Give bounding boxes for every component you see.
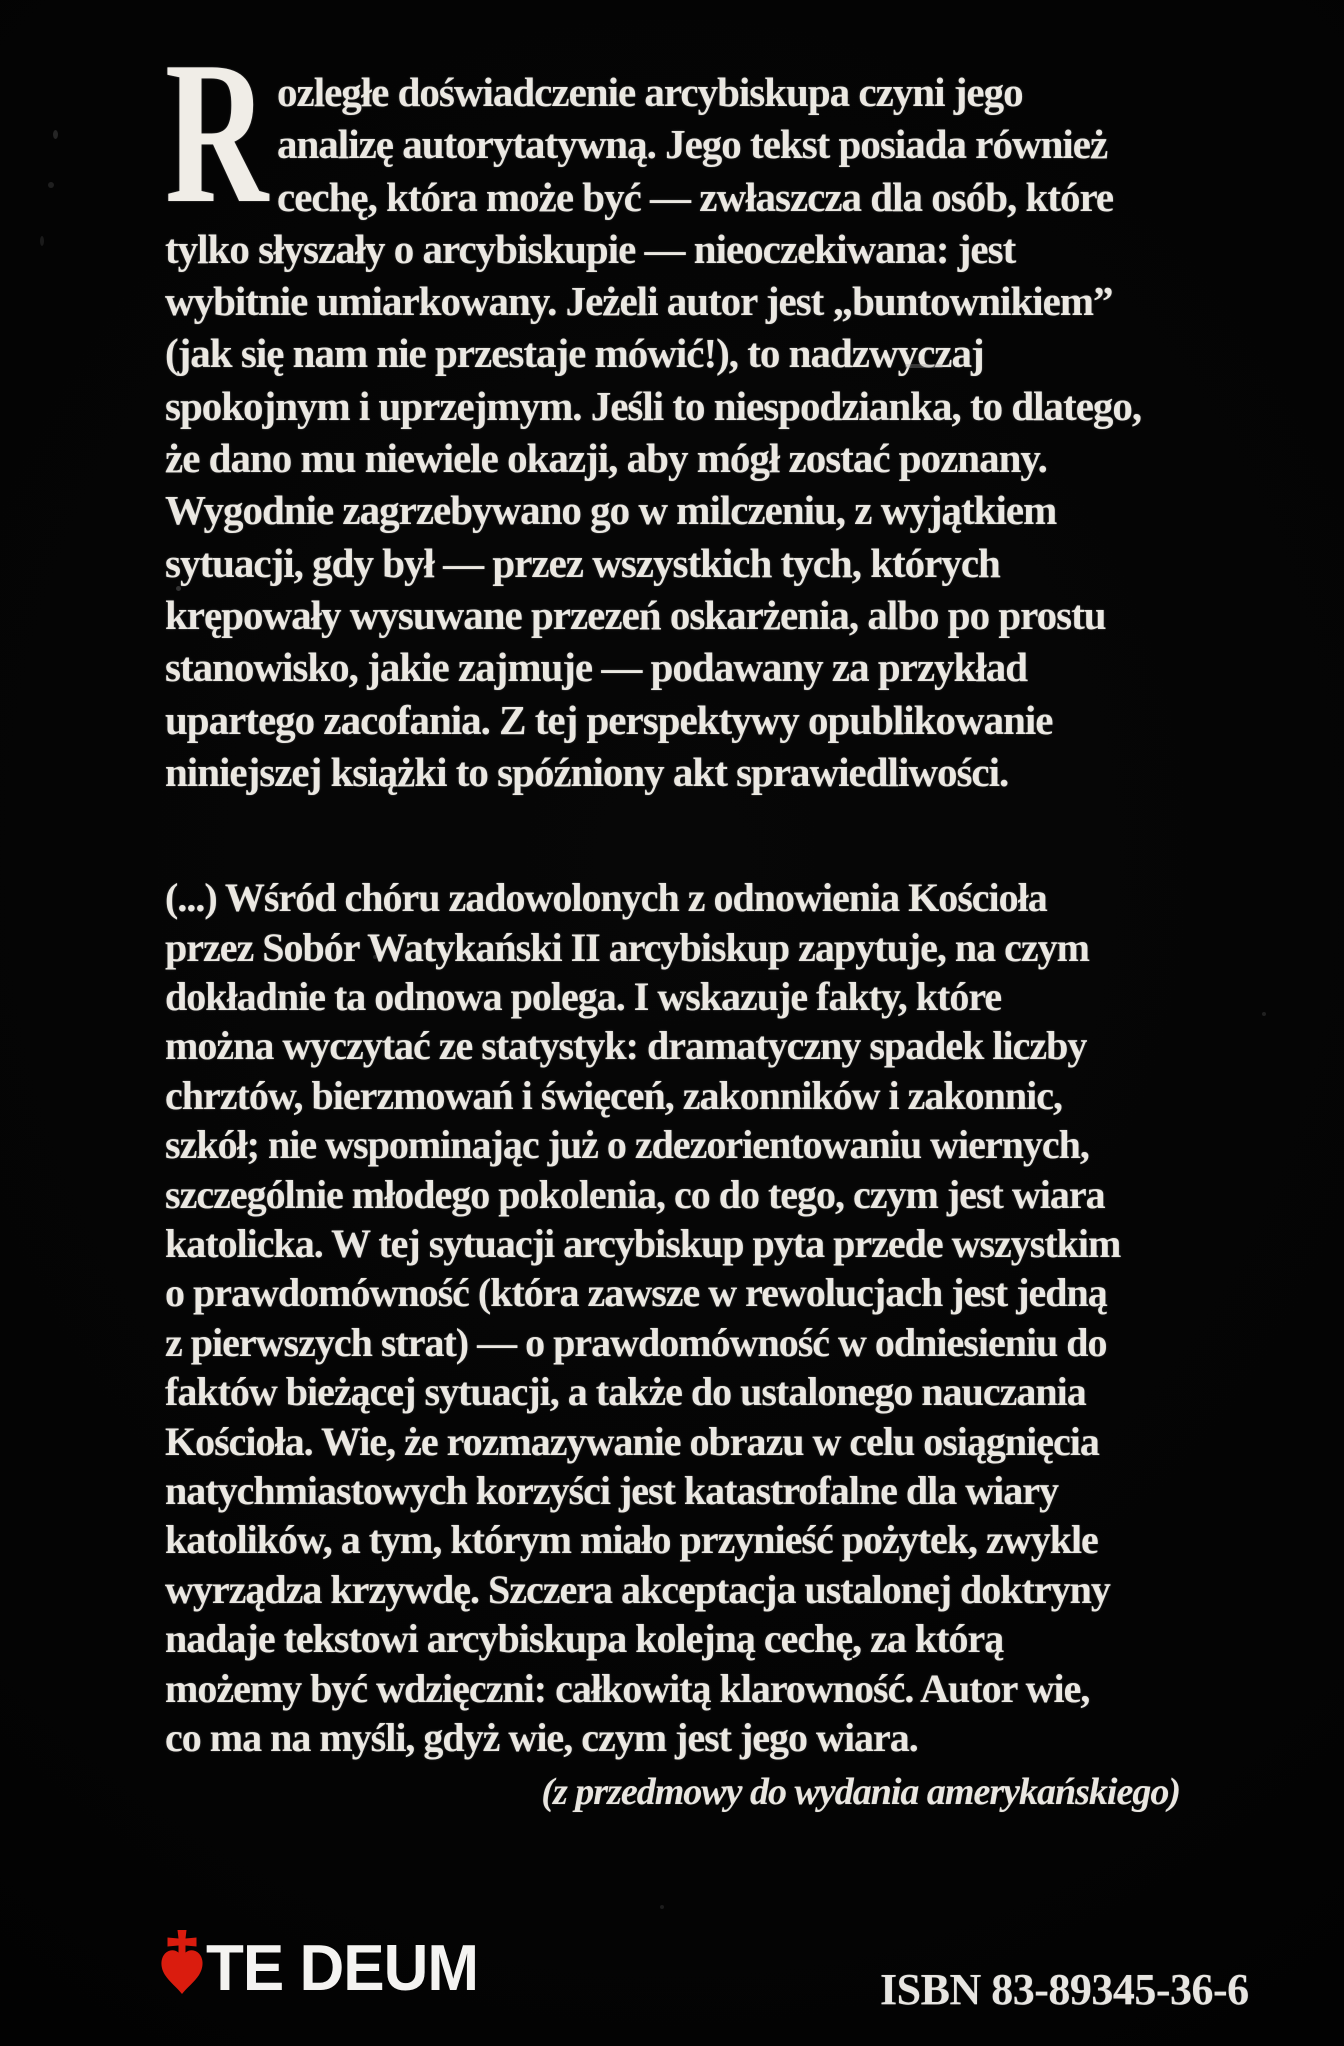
attribution-line: (z przedmowy do wydania amerykańskiego) [541,1771,1180,1813]
dropcap-letter: R [165,20,269,246]
text-line: co ma na myśli, gdyż wie, czym jest jego wiara. [165,1715,918,1761]
text-line: natychmiastowych korzyści jest katastrofalne dla wiary [165,1468,1058,1514]
text-line: można wyczytać ze statystyk: dramatyczny spadek liczby [165,1023,1087,1069]
text-line: wyrządza krzywdę. Szczera akceptacja ustalonej doktryny [165,1566,1110,1612]
text-line: niniejszej książki to spóźniony akt sprawiedliwości. [165,748,1009,795]
sacred-heart-cross-icon [158,1929,206,1995]
scan-speck [373,955,377,959]
text-line: faktów bieżącej sytuacji, a także do ustalonego nauczania [165,1369,1086,1415]
blurb-paragraph-2 [165,873,1175,1762]
text-line: krępowały wysuwane przezeń oskarżenia, albo po prostu [165,591,1106,638]
scan-speck [48,182,54,188]
scan-speck [53,130,58,139]
text-line: analizę autorytatywną. Jego tekst posiada również [277,121,1108,168]
scan-speck [660,1905,664,1909]
scan-speck [905,364,943,368]
text-line: wybitnie umiarkowany. Jeżeli autor jest „buntownikiem” [165,278,1113,325]
text-line: spokojnym i uprzejmym. Jeśli to niespodzianka, to dlatego, [165,382,1142,429]
text-line: Wygodnie zagrzebywano go w milczeniu, z wyjątkiem [165,487,1057,534]
text-line: stanowisko, jakie zajmuje — podawany za przykład [165,644,1028,691]
text-line: możemy być wdzięczni: całkowitą klarowność. Autor wie, [165,1665,1090,1711]
scan-speck [40,236,44,246]
text-line: katolików, a tym, którym miało przynieść pożytek, zwykle [165,1517,1098,1563]
text-line: dokładnie ta odnowa polega. I wskazuje fakty, które [165,973,1002,1019]
blurb-paragraph-1 [165,66,1175,798]
text-line: z pierwszych strat) — o prawdomówność w odniesieniu do [165,1319,1107,1365]
text-line: szczególnie młodego pokolenia, co do tego, czym jest wiara [165,1171,1105,1217]
text-line: sytuacji, gdy był — przez wszystkich tych, których [165,539,1000,586]
text-line: Kościoła. Wie, że rozmazywanie obrazu w celu osiągnięcia [165,1418,1099,1464]
text-line: ozległe doświadczenie arcybiskupa czyni jego [277,69,1023,115]
text-line: tylko słyszały o arcybiskupie — nieoczekiwana: jest [165,225,1016,272]
text-line: przez Sobór Watykański II arcybiskup zapytuje, na czym [165,924,1089,970]
scan-speck [1262,1012,1266,1016]
isbn-number: ISBN 83-89345-36-6 [880,1965,1249,2014]
text-line: cechę, która może być — zwłaszcza dla osób, które [277,173,1114,220]
text-line: (jak się nam nie przestaje mówić!), to nadzwyczaj [165,330,984,377]
text-line: że dano mu niewiele okazji, aby mógł zostać poznany. [165,435,1047,482]
scan-speck [176,586,181,591]
publisher-name: TE DEUM [206,1932,478,2005]
text-line: szkół; nie wspominając już o zdezorientowaniu wiernych, [165,1122,1089,1168]
text-line: o prawdomówność (która zawsze w rewolucjach jest jedną [165,1270,1107,1316]
text-line: (...) Wśród chóru zadowolonych z odnowienia Kościoła [165,875,1047,921]
text-line: chrztów, bierzmowań i święceń, zakonników i zakonnic, [165,1072,1062,1118]
text-line: nadaje tekstowi arcybiskupa kolejną cechę, za którą [165,1616,1004,1662]
blurb-text-block [165,20,1175,1762]
text-line: katolicka. W tej sytuacji arcybiskup pyta przede wszystkim [165,1221,1121,1266]
text-line: upartego zacofania. Z tej perspektywy opublikowanie [165,696,1053,743]
